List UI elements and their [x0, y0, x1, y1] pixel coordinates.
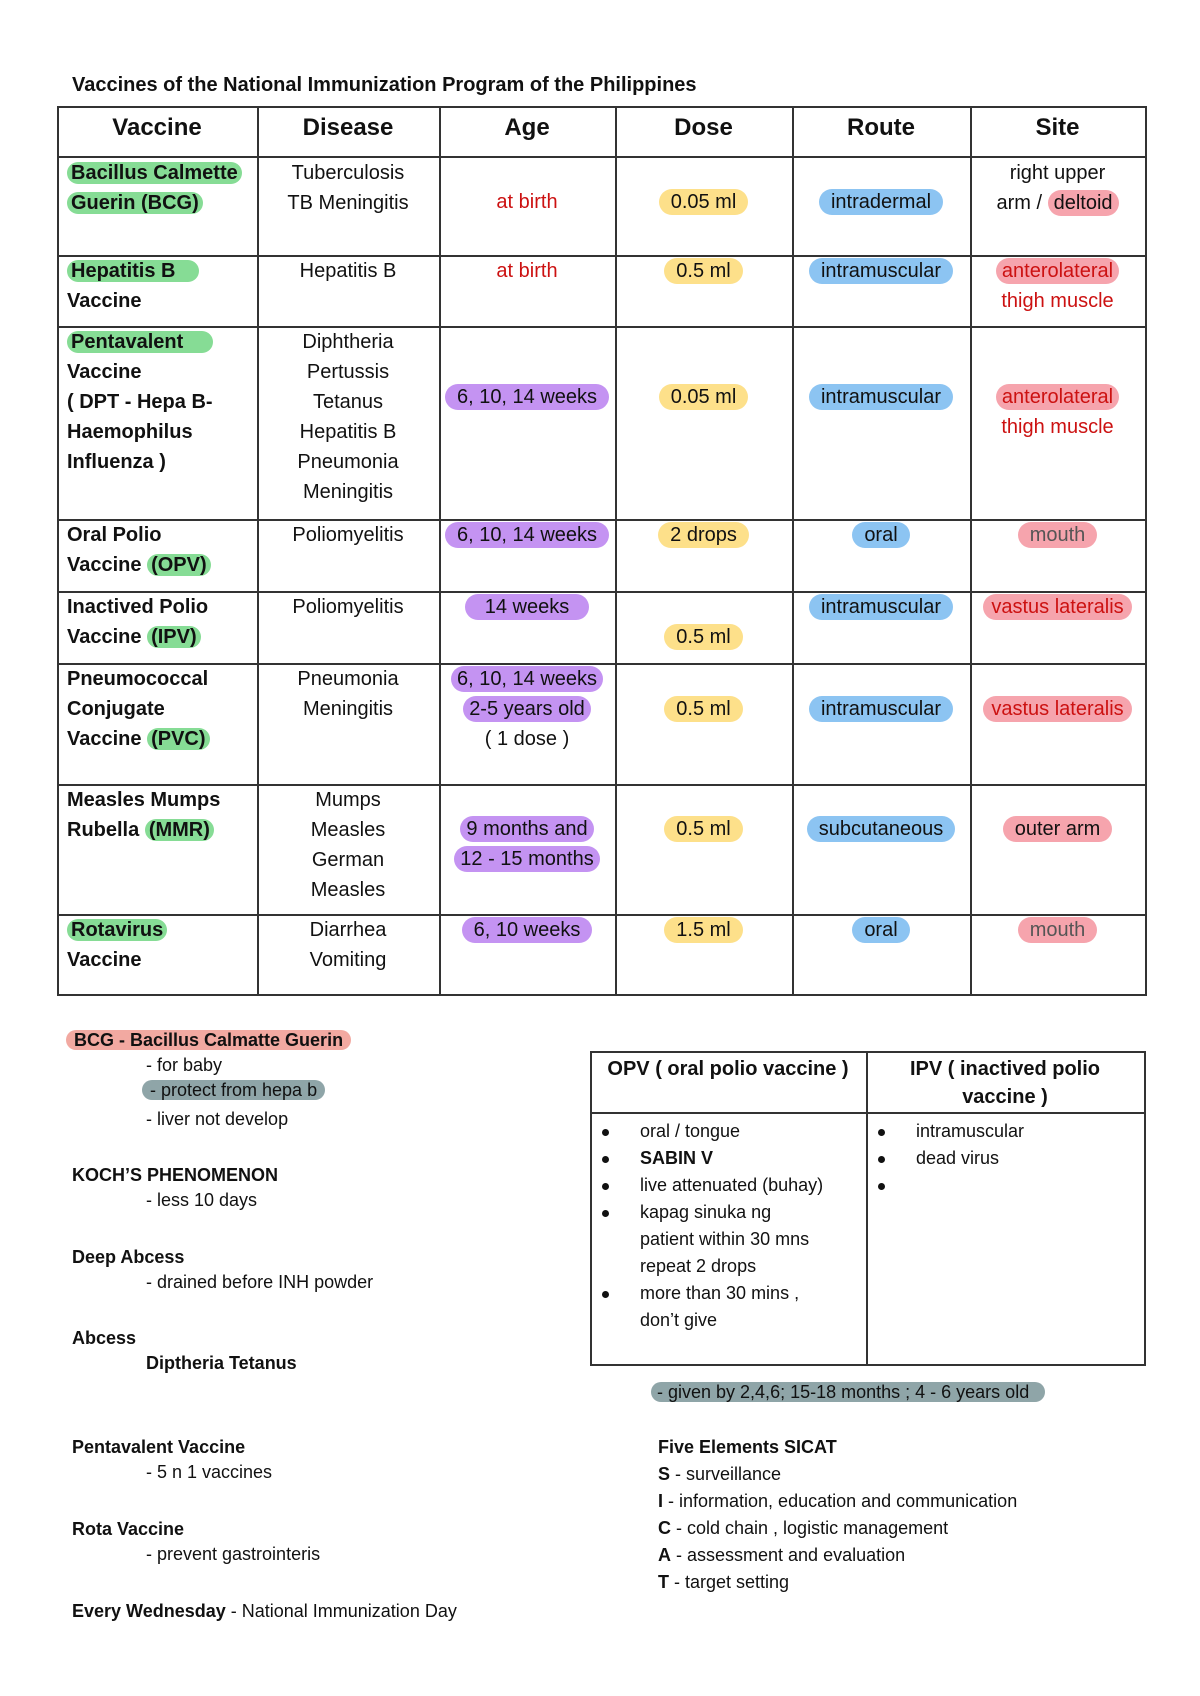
- note-line: Diptheria Tetanus: [146, 1353, 297, 1373]
- age: 9 months and 12 - 15 months: [439, 814, 615, 874]
- sicat-item: S - surveillance: [658, 1464, 782, 1484]
- age: at birth: [496, 260, 558, 282]
- table-border: [57, 326, 1147, 328]
- age: 6, 10, 14 weeks: [439, 382, 615, 412]
- column-header: Site: [1035, 114, 1080, 141]
- route: intramuscular: [792, 592, 970, 622]
- list-item: live attenuated (buhay): [590, 1172, 860, 1199]
- dose: 0.5 ml: [615, 256, 792, 286]
- note-line: - less 10 days: [146, 1190, 258, 1210]
- table-border: [590, 1364, 1146, 1366]
- disease: Diphtheria Pertussis Tetanus Hepatitis B Pneumonia Meningitis: [297, 331, 399, 503]
- dose: 0.05 ml: [615, 382, 792, 412]
- disease: Mumps Measles German Measles: [310, 789, 386, 901]
- disease: Pneumonia Meningitis: [297, 668, 399, 720]
- bcg-note-title: BCG - Bacillus Calmatte Guerin: [66, 1027, 351, 1053]
- site: vastus lateralis: [970, 694, 1145, 724]
- dose: 0.5 ml: [615, 622, 792, 652]
- site: outer arm: [970, 814, 1145, 844]
- table-border: [615, 106, 617, 996]
- note-heading: Abcess: [72, 1328, 137, 1348]
- opv-list: [590, 1118, 860, 1334]
- dose: 0.5 ml: [615, 814, 792, 844]
- route: oral: [792, 915, 970, 945]
- dose: 0.05 ml: [615, 187, 792, 217]
- disease: Tuberculosis TB Meningitis: [287, 162, 409, 214]
- note-heading: KOCH’S PHENOMENON: [72, 1165, 279, 1185]
- age: at birth: [496, 191, 558, 213]
- ipv-header: IPV ( inactived polio vaccine ): [909, 1058, 1101, 1108]
- list-item: [866, 1172, 1142, 1199]
- list-item: kapag sinuka ng patient within 30 mns repeat 2 drops: [590, 1199, 860, 1280]
- column-header: Disease: [302, 114, 394, 141]
- bullet-icon: [602, 1291, 609, 1298]
- dose: 1.5 ml: [615, 915, 792, 945]
- route: subcutaneous: [792, 814, 970, 844]
- disease: Hepatitis B: [299, 260, 397, 282]
- bullet-icon: [878, 1156, 885, 1163]
- sicat-item: A - assessment and evaluation: [658, 1545, 906, 1565]
- ipv-list: [866, 1118, 1142, 1199]
- table-border: [590, 1051, 1146, 1053]
- sicat-item: T - target setting: [658, 1572, 790, 1592]
- list-item: dead virus: [866, 1145, 1142, 1172]
- table-border: [57, 106, 1147, 108]
- table-border: [57, 784, 1147, 786]
- bullet-icon: [602, 1210, 609, 1217]
- route: intradermal: [792, 187, 970, 217]
- note-heading: Pentavalent Vaccine: [72, 1437, 246, 1457]
- note-line: - for baby: [146, 1055, 223, 1075]
- vaccine-name: Pentavalent Vaccine ( DPT - Hepa B- Haemophilus Influenza ): [67, 331, 213, 473]
- note-line: - 5 n 1 vaccines: [146, 1462, 273, 1482]
- bullet-icon: [602, 1183, 609, 1190]
- bullet-icon: [878, 1183, 885, 1190]
- route: intramuscular: [792, 694, 970, 724]
- table-border: [1145, 106, 1147, 996]
- table-border: [1144, 1051, 1146, 1366]
- vaccine-name: Rotavirus Vaccine: [67, 915, 167, 975]
- route: intramuscular: [792, 256, 970, 286]
- table-border: [792, 106, 794, 996]
- note-line: - protect from hepa b: [142, 1080, 325, 1101]
- site: right upper arm / deltoid: [970, 158, 1145, 218]
- table-border: [57, 106, 59, 996]
- bullet-icon: [602, 1156, 609, 1163]
- vaccine-name: Measles Mumps Rubella (MMR): [67, 789, 221, 841]
- vaccine-name: Pneumococcal Conjugate Vaccine (PVC): [67, 668, 209, 750]
- dose: 0.5 ml: [615, 694, 792, 724]
- vaccine-table: [57, 106, 1147, 996]
- site: vastus lateralis: [970, 592, 1145, 622]
- opv-ipv-table: [590, 1051, 1146, 1366]
- note-line: - prevent gastrointeris: [146, 1544, 321, 1564]
- sicat-item: I - information, education and communication: [658, 1491, 1018, 1511]
- vaccine-name: Bacillus Calmette Guerin (BCG): [67, 158, 242, 218]
- bullet-icon: [878, 1129, 885, 1136]
- route: oral: [792, 520, 970, 550]
- list-item: SABIN V: [590, 1145, 860, 1172]
- vaccine-name: Oral Polio Vaccine (OPV): [67, 520, 211, 580]
- opv-header: OPV ( oral polio vaccine ): [607, 1058, 849, 1080]
- table-border: [57, 994, 1147, 996]
- dose: 2 drops: [615, 520, 792, 550]
- list-item: more than 30 mins , don’t give: [590, 1280, 860, 1334]
- vaccine-name: Hepatitis B Vaccine: [67, 256, 199, 316]
- list-item: intramuscular: [866, 1118, 1142, 1145]
- note-heading: Deep Abcess: [72, 1247, 185, 1267]
- schedule-note: - given by 2,4,6; 15-18 months ; 4 - 6 years old: [651, 1379, 1045, 1405]
- sicat-title: Five Elements SICAT: [658, 1437, 837, 1457]
- page-title: Vaccines of the National Immunization Program of the Philippines: [72, 74, 697, 96]
- table-border: [590, 1112, 1146, 1114]
- disease: Diarrhea Vomiting: [309, 919, 387, 971]
- table-border: [970, 106, 972, 996]
- list-item: oral / tongue: [590, 1118, 860, 1145]
- vaccine-name: Inactived Polio Vaccine (IPV): [67, 596, 209, 648]
- bullet-icon: [602, 1129, 609, 1136]
- site: anterolateral thigh muscle: [970, 256, 1145, 316]
- age: 14 weeks: [439, 592, 615, 622]
- column-header: Vaccine: [112, 114, 202, 141]
- age: 6, 10, 14 weeks: [439, 520, 615, 550]
- age: 6, 10, 14 weeks 2-5 years old ( 1 dose ): [439, 664, 615, 754]
- sicat-item: C - cold chain , logistic management: [658, 1518, 949, 1538]
- note-line: - liver not develop: [146, 1109, 289, 1129]
- national-immunization-day: Every Wednesday - National Immunization Day: [72, 1601, 457, 1621]
- column-header: Dose: [674, 114, 733, 141]
- disease: Poliomyelitis: [292, 596, 404, 618]
- column-header: Route: [847, 114, 915, 141]
- age: 6, 10 weeks: [439, 915, 615, 945]
- note-line: - drained before INH powder: [146, 1272, 374, 1292]
- column-header: Age: [504, 114, 550, 141]
- disease: Poliomyelitis: [292, 524, 404, 546]
- note-heading: Rota Vaccine: [72, 1519, 185, 1539]
- site: mouth: [970, 520, 1145, 550]
- site: anterolateral thigh muscle: [970, 382, 1145, 442]
- site: mouth: [970, 915, 1145, 945]
- route: intramuscular: [792, 382, 970, 412]
